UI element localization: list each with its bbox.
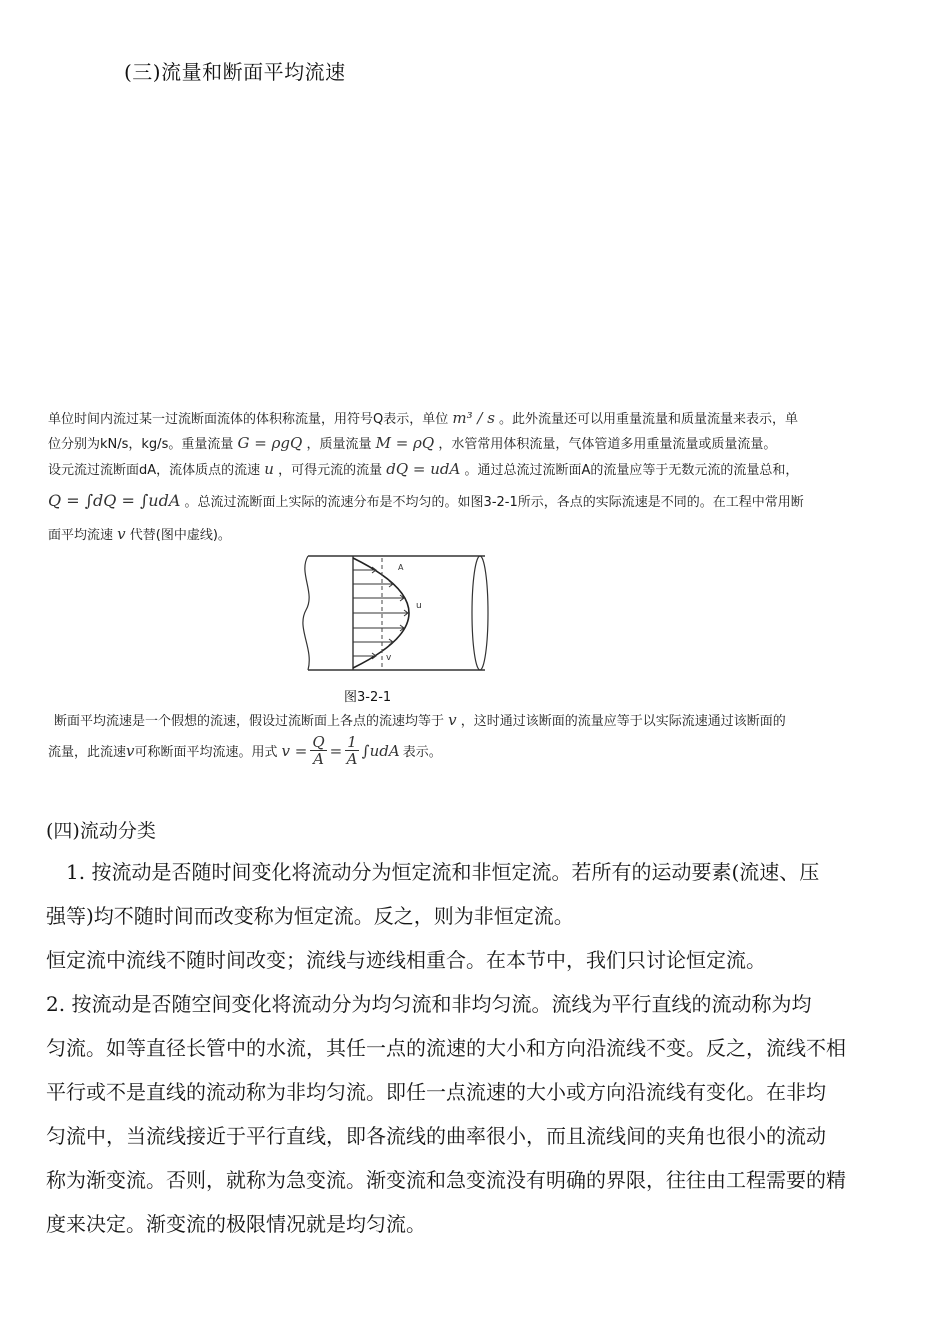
text: ，可得元流的流量 xyxy=(278,463,383,478)
section-4-title: (四)流动分类 xyxy=(46,820,156,842)
figure-caption: 图3-2-1 xyxy=(344,690,392,705)
text: 。此外流量还可以用重量流量和质量流量来表示，单 xyxy=(499,412,799,427)
text: ，质量流量 xyxy=(306,437,372,452)
text: 。通过总流过流断面A的流量应等于无数元流的流量总和， xyxy=(464,463,799,478)
mean-velocity-symbol: v xyxy=(126,741,135,760)
flow-para-line-2 xyxy=(48,433,776,452)
fraction-one-over-a xyxy=(345,734,359,767)
flow-para-line-3 xyxy=(48,459,798,478)
formula-equals: = xyxy=(329,741,343,760)
text: 代替(图中虚线)。 xyxy=(129,528,231,543)
section-4-line-3: 恒定流中流线不随时间改变；流线与迹线相重合。在本节中，我们只讨论恒定流。 xyxy=(46,948,766,972)
label-a: A xyxy=(398,563,404,572)
text: 位分别为kN/s，kg/s。重量流量 xyxy=(48,437,234,452)
section-4-line-2: 强等)均不随时间而改变称为恒定流。反之，则为非恒定流。 xyxy=(46,904,574,928)
text: ，水管常用体积流量，气体管道多用重量流量或质量流量。 xyxy=(438,437,777,452)
flow-para-line-1 xyxy=(48,408,798,427)
label-v: v xyxy=(386,653,392,663)
text: 可称断面平均流速。用式 xyxy=(134,745,278,760)
text: 设元流过流断面dA，流体质点的流速 xyxy=(48,463,261,478)
weight-flow-formula: G = ρgQ xyxy=(237,434,303,452)
mean-velocity-symbol: v xyxy=(448,711,457,729)
velocity-profile-figure xyxy=(290,548,495,683)
mean-velocity-symbol: v xyxy=(117,525,126,543)
mean-para-line-2 xyxy=(48,734,442,767)
section-4-line-4: 2. 按流动是否随空间变化将流动分为均匀流和非均匀流。流线为平行直线的流动称为均 xyxy=(46,992,812,1016)
mass-flow-formula: M = ρQ xyxy=(375,434,435,452)
fraction-q-over-a xyxy=(310,734,326,767)
formula-lhs: v = xyxy=(281,741,308,760)
section-4-line-5: 匀流。如等直径长管中的水流，其任一点的流速的大小和方向沿流线不变。反之，流线不相 xyxy=(46,1036,846,1060)
integral-udA: ∫udA xyxy=(361,741,400,760)
section-4-line-6: 平行或不是直线的流动称为非均匀流。即任一点流速的大小或方向沿流线有变化。在非均 xyxy=(46,1080,826,1104)
velocity-symbol: u xyxy=(264,460,274,478)
text: 。总流过流断面上实际的流速分布是不均匀的。如图3-2-1所示，各点的实际流速是不同的。在工程中常用断 xyxy=(184,495,804,510)
section-3-title: (三)流量和断面平均流速 xyxy=(124,60,346,84)
text: 流量，此流速 xyxy=(48,745,127,760)
section-4-line-8: 称为渐变流。否则，就称为急变流。渐变流和急变流没有明确的界限，往往由工程需要的精 xyxy=(46,1168,846,1192)
fraction-denominator: A xyxy=(346,750,358,768)
label-u: u xyxy=(416,601,422,611)
fraction-numerator: 1 xyxy=(347,733,357,751)
element-flow-formula: dQ = udA xyxy=(386,460,461,478)
velocity-arrows xyxy=(353,567,408,659)
total-flow-formula: Q = ∫dQ = ∫udA xyxy=(48,491,181,510)
pipe-right-end xyxy=(472,556,488,670)
fraction-numerator: Q xyxy=(312,733,325,751)
unit-formula: m³ / s xyxy=(452,409,495,427)
flow-para-line-5 xyxy=(48,524,231,543)
fraction-denominator: A xyxy=(313,750,324,768)
section-4-line-9: 度来决定。渐变流的极限情况就是均匀流。 xyxy=(46,1212,426,1236)
mean-para-line-1 xyxy=(54,710,786,729)
text: 表示。 xyxy=(402,745,442,760)
text: 单位时间内流过某一过流断面流体的体积称流量，用符号Q表示，单位 xyxy=(48,412,449,427)
flow-para-line-4 xyxy=(48,491,804,510)
text: 面平均流速 xyxy=(48,528,114,543)
text: ，这时通过该断面的流量应等于以实际流速通过该断面的 xyxy=(460,714,786,729)
section-4-line-7: 匀流中，当流线接近于平行直线，即各流线的曲率很小，而且流线间的夹角也很小的流动 xyxy=(46,1124,826,1148)
text: 断面平均流速是一个假想的流速，假设过流断面上各点的流速均等于 xyxy=(54,714,445,729)
pipe-left-break xyxy=(303,556,309,670)
section-4-line-1: 1. 按流动是否随时间变化将流动分为恒定流和非恒定流。若所有的运动要素(流速、压 xyxy=(66,860,820,884)
